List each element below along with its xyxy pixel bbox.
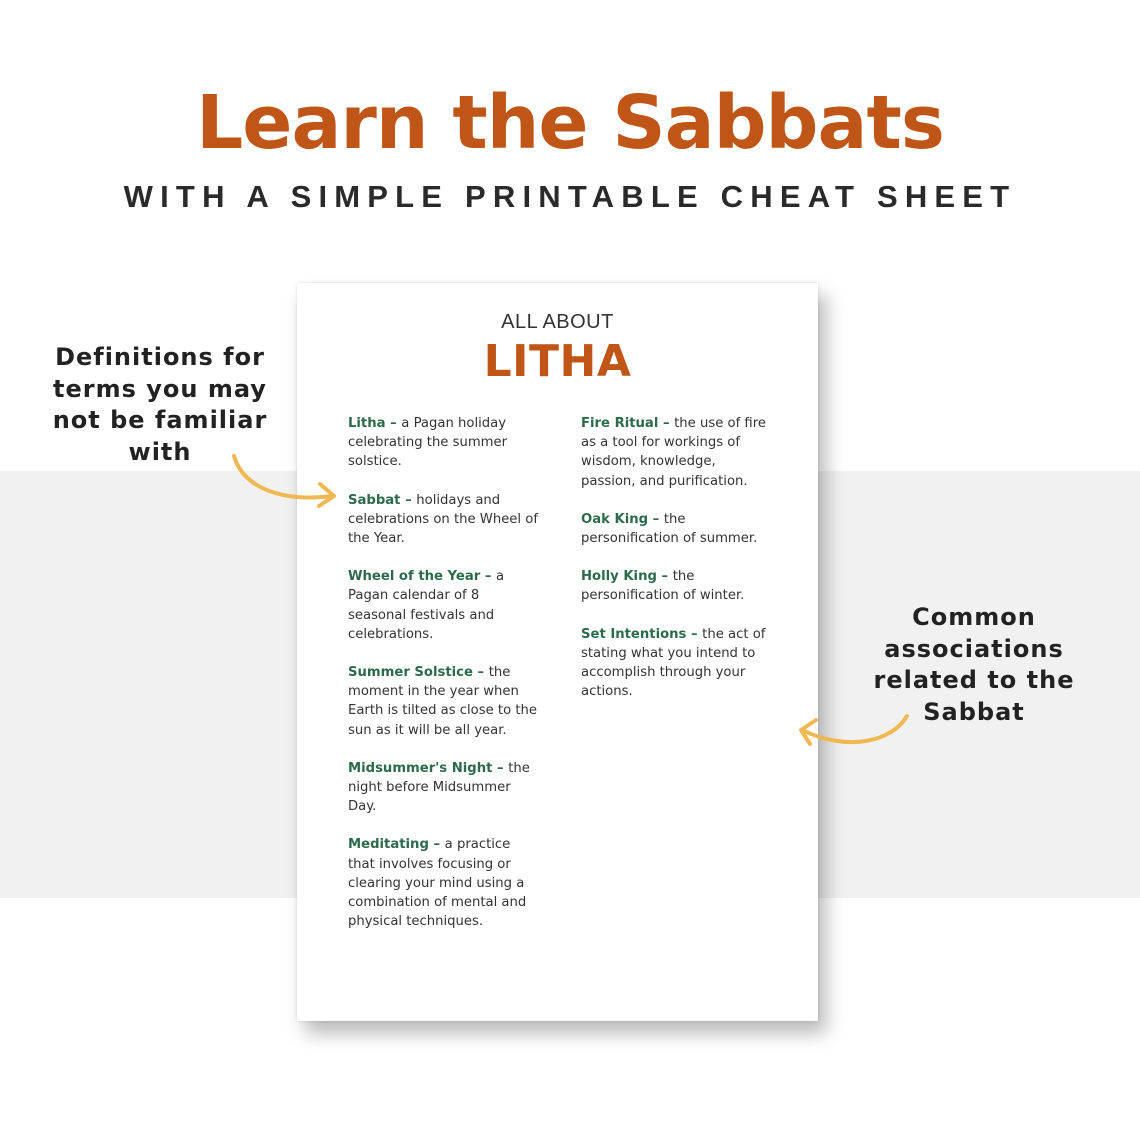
sheet-title: LITHA — [483, 336, 632, 387]
definition-text: a Pagan holiday celebrating the summer solstice. — [348, 416, 508, 470]
definition-text: a Pagan calendar of 8 seasonal festivals and celebrations. — [348, 569, 505, 642]
definition-term: Set Intentions — [581, 626, 687, 642]
definition-term: Summer Solstice — [348, 665, 473, 681]
definition-term: Wheel of the Year — [348, 569, 481, 585]
cheat-sheet-preview — [297, 283, 818, 1021]
term-separator: – — [480, 569, 497, 585]
definition-term: Holly King — [581, 569, 657, 585]
definition-text: the personification of winter. — [581, 569, 745, 604]
definition-term: Fire Ritual — [581, 416, 659, 431]
definition-term: Midsummer's Night — [348, 760, 493, 776]
definition-term: Litha — [348, 416, 386, 431]
left-definitions-column — [348, 414, 538, 950]
definition-text: holidays and celebrations on the Wheel of the Year. — [348, 492, 538, 547]
definition-text: the personification of summer. — [581, 511, 758, 547]
definition-entry — [581, 414, 771, 491]
page-subtitle: WITH A SIMPLE PRINTABLE CHEAT SHEET — [123, 179, 1017, 214]
definition-entry — [348, 567, 538, 644]
curved-arrow-right-icon — [226, 450, 346, 520]
term-separator: – — [472, 665, 489, 681]
term-separator: – — [658, 416, 675, 431]
term-separator: – — [385, 416, 402, 431]
definition-term: Sabbat — [348, 492, 401, 508]
definition-entry — [348, 491, 538, 549]
right-definitions-column — [581, 414, 771, 720]
definition-text: a practice that involves focusing or clearing your mind using a combination of mental and physical techniques. — [348, 837, 527, 930]
definition-entry — [581, 567, 771, 605]
term-separator: – — [656, 569, 673, 585]
definition-entry — [348, 663, 538, 740]
term-separator: – — [648, 511, 664, 527]
term-separator: – — [400, 492, 417, 508]
page-title: Learn the Sabbats — [196, 80, 944, 166]
definition-entry — [348, 759, 538, 817]
callout-associations: Common associations related to the Sabbat — [873, 603, 1075, 726]
definition-entry — [348, 414, 538, 472]
definition-entry — [581, 625, 771, 702]
definition-entry — [348, 835, 538, 931]
term-separator: – — [492, 760, 509, 776]
term-separator: – — [428, 837, 445, 853]
definition-term: Oak King — [581, 511, 649, 527]
definition-text: the moment in the year when Earth is tilted as close to the sun as it will be all year. — [348, 665, 538, 738]
sheet-kicker: ALL ABOUT — [501, 311, 614, 333]
definition-text: the night before Midsummer Day. — [348, 760, 530, 815]
curved-arrow-left-icon — [792, 708, 917, 753]
definition-text: the use of fire as a tool for workings of wisdom, knowledge, passion, and purification. — [581, 416, 766, 489]
definition-term: Meditating — [348, 837, 429, 853]
term-separator: – — [686, 626, 703, 642]
definition-text: the act of stating what you intend to accomplish through your actions. — [581, 626, 766, 700]
callout-definitions: Definitions for terms you may not be familiar with — [52, 343, 268, 466]
definition-entry — [581, 510, 771, 548]
